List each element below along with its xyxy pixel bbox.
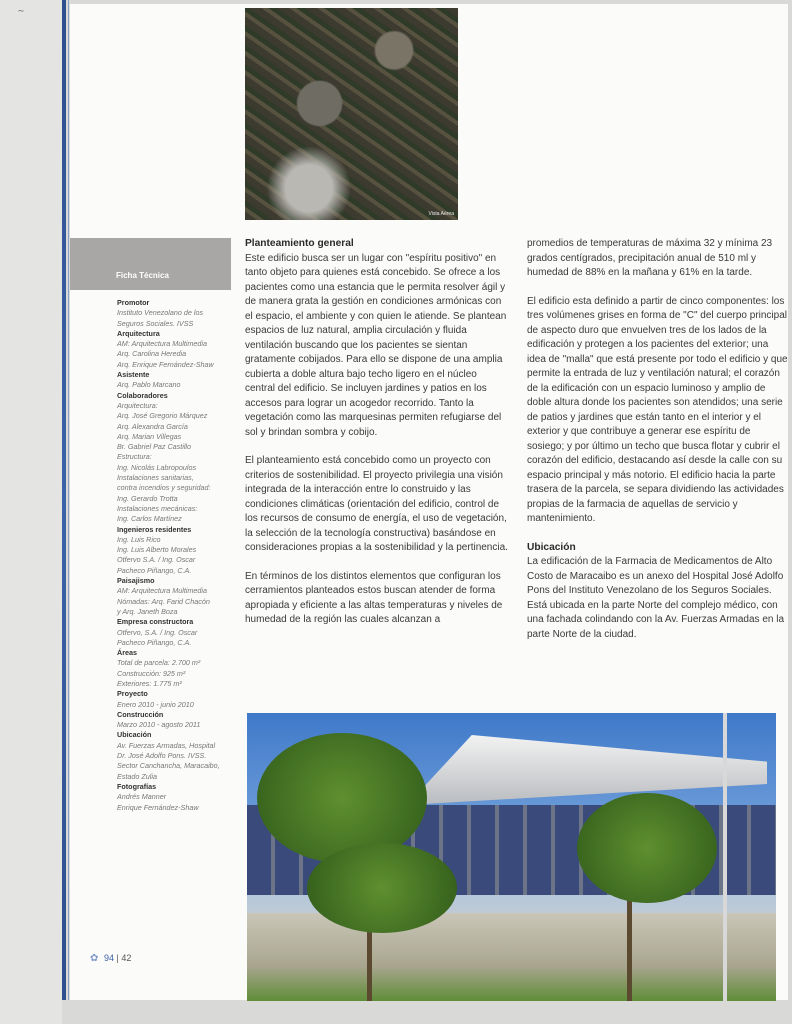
photo-roof	[407, 735, 767, 805]
ficha-item: Ing. Luis Alberto Morales	[117, 545, 197, 555]
ficha-item: AM: Arquitectura Multimedia	[117, 586, 208, 596]
ficha-item: Ing. Carlos Martínez	[117, 514, 182, 524]
ficha-item: Arq. Alexandra García	[117, 421, 188, 431]
paragraph: Este edificio busca ser un lugar con "espíritu positivo" en tanto objeto para quienes está concebido. Se ofrece a los pacientes como una estancia que le permita resolver ágil y de manera grata la gestión en condiciones armónicas con el espacio, el ambiente y con quien le atiende. Se plantean espacios de luz natural, amplia circulación y fluida ventilación buscando que los pacientes se sientan gratamente cobijados. Para ello se dispone de una amplia cubierta a doble altura bajo techo ligero en el núcleo central del edificio. Se incluyen jardines y patios en los accesos para lograr un acogedor recorrido. Tanto la vegetación como las marquesinas permiten refugiarse del sol y brindan sombra y cobijo.	[245, 252, 507, 438]
page-spine	[62, 0, 66, 1000]
ficha-item: Av. Fuerzas Armadas, Hospital	[117, 740, 216, 750]
ficha-item: Instalaciones sanitarias,	[117, 473, 194, 483]
ficha-heading: Áreas	[117, 648, 137, 658]
ficha-item: Ing. Luis Rico	[117, 534, 161, 544]
ficha-item: Arq. Enrique Fernández-Shaw	[117, 359, 214, 369]
page-spine-edge	[68, 0, 69, 1000]
ficha-heading: Proyecto	[117, 689, 148, 699]
paragraph: En términos de los distintos elementos que configuran los cerramientos planteados estos buscan atender de forma apropiada y eficiente a las altas temperaturas y niveles de humedad de la región las cuales alcanzan a	[245, 570, 503, 625]
paragraph: El planteamiento está concebido como un proyecto con criterios de sostenibilidad. El proyecto privilegia una visión integrada de la interacción entre lo construido y las condiciones climáticas (orientación del edificio, control de los recursos de consumo de energía, el uso de vegetación, la selección de la tecnología constructiva) basándose en consideraciones propias a la sostenibilidad y la pertinencia.	[245, 455, 508, 553]
ficha-item: Ing. Gerardo Trotta	[117, 493, 178, 503]
ficha-item: Instalaciones mecánicas:	[117, 503, 198, 513]
ficha-item: Arq. Carolina Heredia	[117, 349, 187, 359]
photo-light-pole	[723, 713, 727, 1001]
ficha-item: Arq. José Gregorio Márquez	[117, 411, 208, 421]
ficha-item: Seguros Sociales. IVSS	[117, 318, 194, 328]
ficha-item: Pacheco Piñango, C.A.	[117, 565, 192, 575]
ficha-item: Estado Zulia	[117, 771, 157, 781]
ficha-item: Construcción: 925 m²	[117, 668, 186, 678]
paragraph: promedios de temperaturas de máxima 32 y mínima 23 grados centígrados, precipitación anual de 510 ml y humedad de 88% en la mañana y 61% en la tarde.	[527, 238, 773, 278]
page-number-right: 42	[121, 953, 132, 963]
ficha-heading: Asistente	[117, 370, 150, 380]
ficha-tecnica-list	[117, 298, 262, 813]
building-photo	[247, 713, 776, 1001]
section-heading-ubicacion: Ubicación	[527, 541, 576, 553]
ficha-item: Sector Canchancha, Maracaibo,	[117, 761, 220, 771]
page-numbers	[90, 953, 132, 964]
paragraph: El edificio esta definido a partir de cinco componentes: los tres volúmenes grises en forma de "C" del cuerpo principal de aspecto duro que envuelven tres de los lados de la edificación y protegen a los pacientes del exterior; una idea de "malla" que está presente por todo el edificio y que permite la entrada de luz y ventilación natural; el corazón de la edificación con un espacio luminoso y amplio de doble altura donde los pacientes son atendidos; una serie de patios y jardines que están tanto en el interior y el exterior y que contribuye a generar ese espíritu de sosiego; y por último un techo que busca flotar y cubrir el corazón del edificio, destacando así desde la calle con su espacio principal y más notorio. El edificio hacia la parte trasera de la parcela, se separa dividiendo las actividades propias de la farmacia de aquellas de servicio y mantenimiento.	[527, 295, 788, 524]
page-number-divider: |	[116, 953, 119, 963]
ficha-heading: Arquitectura	[117, 328, 160, 338]
scan-gutter	[0, 0, 62, 1024]
ficha-item: Ing. Nicolás Labropoulos	[117, 462, 197, 472]
ficha-item: Arq. Marian Villegas	[117, 431, 182, 441]
ficha-heading: Paisajismo	[117, 576, 155, 586]
page-number-icon: ✿	[90, 953, 99, 964]
ficha-item: Arquitectura:	[117, 400, 158, 410]
ficha-item: Arq. Pablo Marcano	[117, 380, 181, 390]
ficha-item: Estructura:	[117, 452, 152, 462]
photo-tree	[257, 733, 427, 863]
ficha-heading: Colaboradores	[117, 390, 168, 400]
ficha-item: Nómadas: Arq. Farid Chacón	[117, 596, 210, 606]
ficha-item: Total de parcela: 2.700 m²	[117, 658, 201, 668]
section-heading-planteamiento: Planteamiento general	[245, 238, 354, 249]
ficha-item: Exteriores: 1.775 m²	[117, 678, 182, 688]
ficha-item: Enero 2010 - junio 2010	[117, 699, 194, 709]
ficha-item: Dr. José Adolfo Pons. IVSS.	[117, 751, 207, 761]
paragraph: La edificación de la Farmacia de Medicamentos de Alto Costo de Maracaibo es un anexo del Hospital José Adolfo Pons del Instituto Venezolano de los Seguros Sociales. Está ubicada en la parte Norte del complejo médico, con una fachada colindando con la Av. Fuerzas Armadas en la parte Norte de la ciudad.	[527, 556, 785, 640]
photo-tree	[577, 793, 717, 903]
page-number-left: 94	[104, 953, 115, 963]
article-column-1	[245, 237, 509, 642]
ficha-item: Pacheco Piñango, C.A.	[117, 637, 192, 647]
aerial-photo	[245, 8, 458, 220]
ficha-tecnica-title: Ficha Técnica	[116, 271, 169, 280]
ficha-item: Andrés Manner	[117, 792, 167, 802]
ficha-item: contra incendios y seguridad:	[117, 483, 211, 493]
ficha-heading: Ubicación	[117, 730, 152, 740]
article-column-2	[527, 237, 789, 656]
ficha-item: AM: Arquitectura Multimedia	[117, 339, 208, 349]
aerial-photo-credit: Vista Aérea	[428, 211, 454, 217]
ficha-heading: Ingenieros residentes	[117, 524, 192, 534]
ficha-tecnica-banner	[70, 238, 231, 290]
ficha-item: Instituto Venezolano de los	[117, 308, 204, 318]
ficha-heading: Construcción	[117, 709, 164, 719]
photo-ground	[247, 913, 776, 1001]
ficha-item: Otfervo S.A. / Ing. Oscar	[117, 555, 196, 565]
ficha-item: Enrique Fernández-Shaw	[117, 802, 199, 812]
ficha-item: Br. Gabriel Paz Castillo	[117, 442, 192, 452]
scan-mark: ~	[18, 6, 25, 17]
ficha-item: Otfervo, S.A. / Ing. Oscar	[117, 627, 198, 637]
ficha-item: Marzo 2010 - agosto 2011	[117, 720, 201, 730]
ficha-heading: Fotografías	[117, 781, 157, 791]
ficha-heading: Promotor	[117, 298, 150, 307]
photo-tree	[307, 843, 457, 933]
ficha-item: y Arq. Janeth Boza	[117, 606, 178, 616]
ficha-heading: Empresa constructora	[117, 617, 194, 627]
